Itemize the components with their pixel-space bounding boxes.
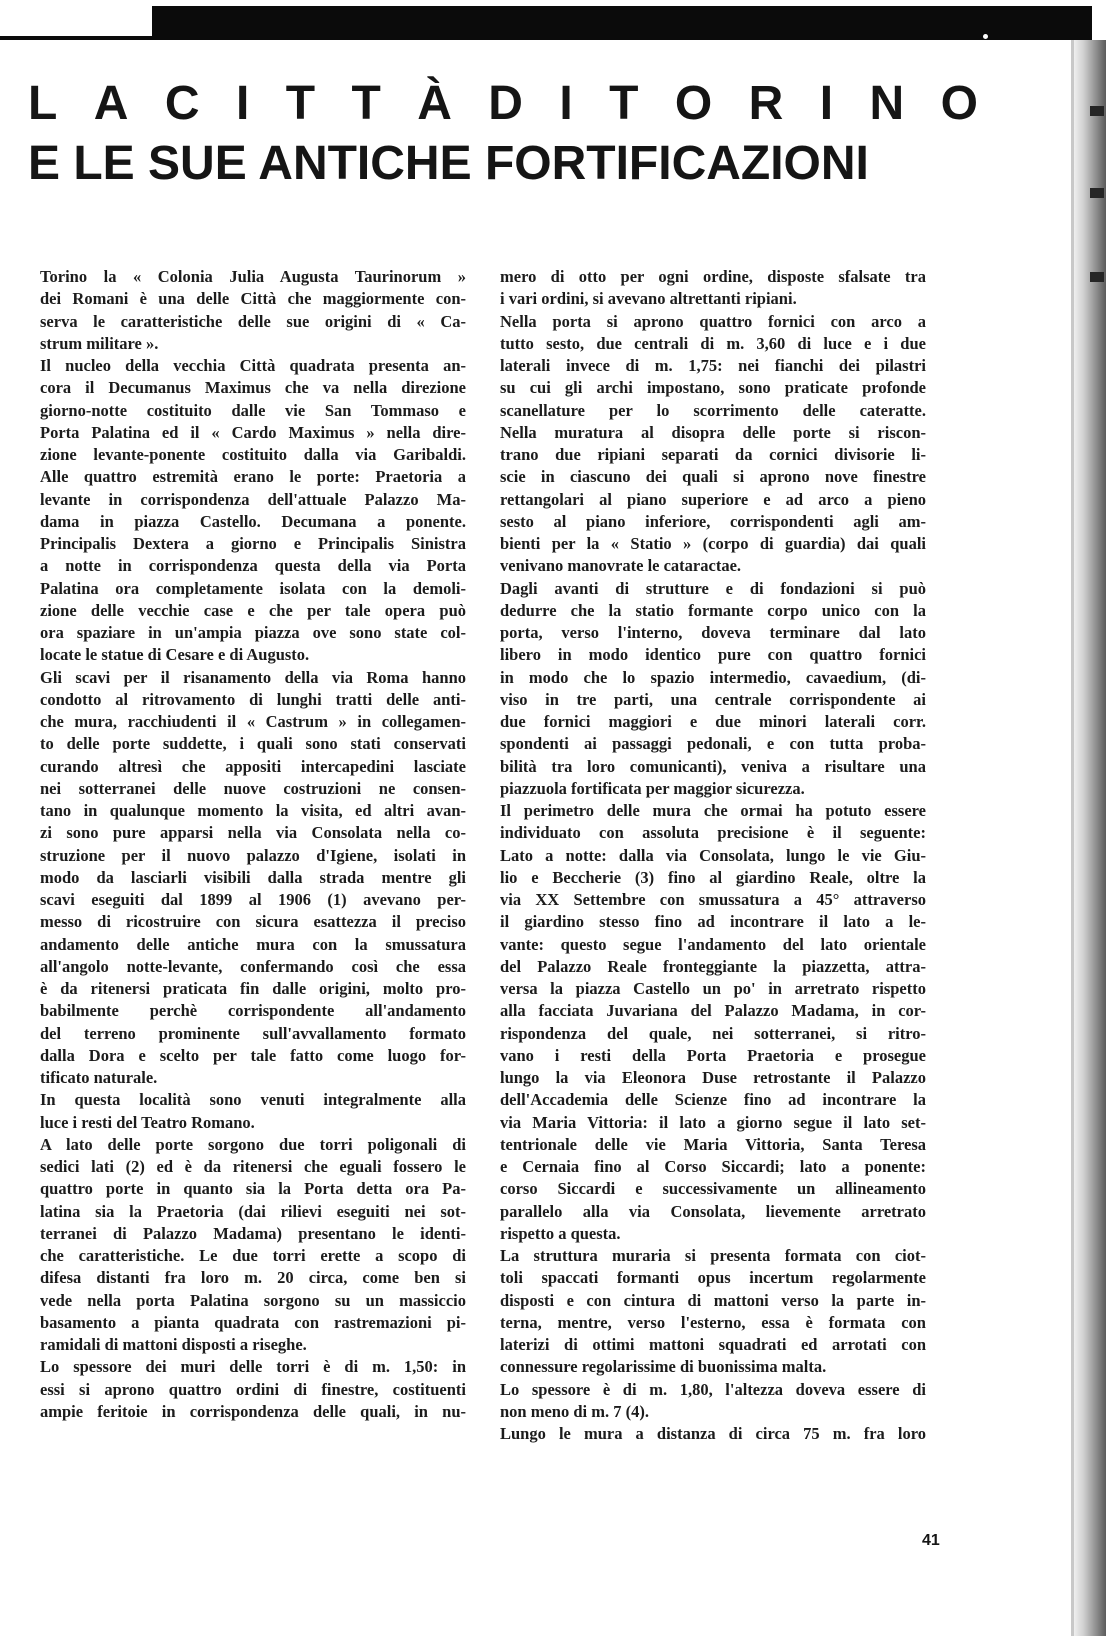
page-binding-shadow <box>1074 40 1106 1636</box>
text-line: bilità tra loro comunicanti), veniva a risultare una <box>500 756 926 776</box>
text-line: parallelo alla via Consolata, lievemente arretrato <box>500 1201 926 1221</box>
text-line: tutto sesto, due centrali di m. 3,60 di luce e i due <box>500 333 926 353</box>
text-line: connessure regolarissime di buonissima malta. <box>500 1357 827 1377</box>
text-line: zione delle vecchie case e che per tale opera può <box>40 600 466 620</box>
text-line: rispetto a questa. <box>500 1223 621 1243</box>
text-line: ampie feritoie in corrispondenza delle quali, in nu- <box>40 1401 466 1421</box>
text-line: tificato naturale. <box>40 1068 158 1087</box>
text-line: lungo la via Eleonora Duse retrostante il Palazzo <box>500 1068 926 1087</box>
text-line: disposti e con cintura di mattoni verso la parte in- <box>500 1290 926 1310</box>
text-line: due fornici maggiori e due minori laterali corr. <box>500 712 926 731</box>
text-line: vante: questo segue l'andamento del lato orientale <box>500 934 926 954</box>
title-line-1 <box>28 76 978 132</box>
text-line: essi si aprono quattro ordini di finestre, costituenti <box>40 1379 466 1399</box>
text-line: In questa località sono venuti integralmente alla <box>40 1090 466 1110</box>
text-line: terranei di Palazzo Madama) presentano le identi- <box>40 1223 466 1243</box>
text-line: babilmente perchè corrispondente all'andamento <box>40 1001 466 1021</box>
text-line: scavi eseguiti dal 1899 al 1906 (1) avevano per- <box>40 890 466 909</box>
text-line: versa la piazza Castello un po' in arretrato rispetto <box>500 979 926 998</box>
binding-mark <box>1090 106 1104 116</box>
text-line: Lato a notte: dalla via Consolata, lungo le vie Giu- <box>500 845 926 865</box>
text-line: sedici lati (2) ed è da ritenersi che eguali fossero le <box>40 1157 466 1176</box>
text-line: levante in corrispondenza dell'attuale Palazzo Ma- <box>40 489 466 509</box>
text-line: piazzuola fortificata per maggior sicurezza. <box>500 778 805 798</box>
title-letter: R <box>748 77 784 130</box>
title-letter: O <box>674 77 713 130</box>
text-line: zione levante-ponente costituito dalla via Garibaldi. <box>40 445 466 464</box>
text-line: viso in tre parti, una centrale corrispondente ai <box>500 689 926 709</box>
text-line: del Palazzo Reale fronteggiante la piazzetta, attra- <box>500 956 926 976</box>
text-line: Il nucleo della vecchia Città quadrata presenta an- <box>40 356 466 375</box>
text-line: Lo spessore dei muri delle torri è di m. 1,50: in <box>40 1357 466 1377</box>
text-line: luce i resti del Teatro Romano. <box>40 1112 255 1132</box>
text-line: Lungo le mura a distanza di circa 75 m. fra loro <box>500 1424 926 1443</box>
text-line: serva le caratteristiche delle sue origini di « Ca- <box>40 311 466 331</box>
text-line: modo da lasciarli visibili dalla strada mentre gli <box>40 867 466 887</box>
text-line: dei Romani è una delle Città che maggiormente con- <box>40 289 466 309</box>
title-letter: I <box>559 77 573 130</box>
text-line: terna, mentre, verso l'esterno, essa è formata con <box>500 1312 926 1332</box>
text-line: ramidali di mattoni disposti a riseghe. <box>40 1335 307 1354</box>
text-line: alla facciata Juvariana del Palazzo Madama, in cor- <box>500 1001 926 1021</box>
text-line: giorno-notte costituito dalle vie San Tommaso e <box>40 400 466 420</box>
top-thin-rule <box>0 36 160 40</box>
text-line: andamento delle antiche mura con la smussatura <box>40 934 466 954</box>
title-letter: C <box>164 77 200 130</box>
text-line: trano due ripiani separati da cornici divisorie li- <box>500 445 926 464</box>
header-dot <box>983 34 988 39</box>
text-line: laterali invece di m. 1,75: nei fianchi dei pilastri <box>500 356 926 375</box>
text-line: Porta Palatina ed il « Cardo Maximus » nella dire- <box>40 422 466 442</box>
text-line: via Maria Vittoria: il lato a giorno segue il lato set- <box>500 1112 926 1132</box>
text-line: tano in qualunque momento la visita, ed altri avan- <box>40 801 466 820</box>
title-letter: A <box>93 77 129 130</box>
text-line: Il perimetro delle mura che ormai ha potuto essere <box>500 801 926 820</box>
text-line: basamento a pianta quadrata con rastremazioni pi- <box>40 1312 466 1332</box>
text-line: strum militare ». <box>40 333 159 353</box>
binding-mark <box>1090 272 1104 282</box>
title-letter: I <box>819 77 834 130</box>
text-line: quattro porte in quanto sia la Porta detta ora Pa- <box>40 1179 466 1199</box>
title-letter: L <box>28 77 58 130</box>
text-line: Principalis Dextera a giorno e Principalis Sinistra <box>40 534 466 553</box>
text-line: Lo spessore è di m. 1,80, l'altezza doveva essere di <box>500 1379 926 1399</box>
text-line: nei sotterranei delle nuove costruzioni ne consen- <box>40 778 466 798</box>
text-line: che mura, racchiudenti il « Castrum » in collegamen- <box>40 712 466 731</box>
title-letter: T <box>351 77 381 130</box>
text-line: porta, verso l'interno, doveva terminare dal lato <box>500 623 926 642</box>
text-line: Palatina ora completamente isolata con la demoli- <box>40 578 466 598</box>
text-line: e Cernaia fino al Corso Siccardi; lato a ponente: <box>500 1157 926 1176</box>
text-line: il giardino stesso fino ad incontrare il lato a le- <box>500 912 926 932</box>
title-letter: À <box>417 77 452 130</box>
text-line: struzione per il nuovo palazzo d'Igiene, isolati in <box>40 845 466 865</box>
text-line: su cui gli archi impostano, sono praticate profonde <box>500 378 926 398</box>
text-line: condotto al ritrovamento di lunghi tratti delle anti- <box>40 689 466 709</box>
text-line: ora spaziare in un'ampia piazza ove sono state col- <box>40 623 466 642</box>
title-letter: N <box>869 77 905 130</box>
title-letter: T <box>609 77 639 130</box>
text-line: venivano manovrate le cataractae. <box>500 556 742 576</box>
text-line: è da ritenersi praticata fin dalle origini, molto pro- <box>40 979 466 998</box>
title-letter: O <box>940 77 978 130</box>
text-line: A lato delle porte sorgono due torri poligonali di <box>40 1134 466 1154</box>
text-line: dell'Accademia delle Scienze fino ad incontrare la <box>500 1090 926 1110</box>
text-line: spondenti ai passaggi pedonali, e con tutta proba- <box>500 734 926 754</box>
text-line: a notte in corrispondenza questa della via Porta <box>40 556 466 576</box>
text-line: latina sia la Praetoria (dai rilievi eseguiti nei sot- <box>40 1201 466 1221</box>
text-line: zi sono pure apparsi nella via Consolata nella co- <box>40 823 466 843</box>
title-letter: I <box>235 77 250 130</box>
text-line: del terreno prominente sull'avvallamento formato <box>40 1023 466 1043</box>
text-line: i vari ordini, si avevano altrettanti ripiani. <box>500 289 797 309</box>
text-line: Nella muratura al disopra delle porte si riscon- <box>500 422 926 442</box>
text-line: scanellature per lo scorrimento delle cateratte. <box>500 400 926 420</box>
text-line: Alle quattro estremità erano le porte: Praetoria a <box>40 467 466 487</box>
text-line: libero in modo identico pure con quattro fornici <box>500 645 926 665</box>
text-line: dalla Dora e scelto per tale fatto come luogo for- <box>40 1045 466 1065</box>
text-line: difesa distanti fra loro m. 20 circa, come ben si <box>40 1268 466 1288</box>
text-line: Dagli avanti di strutture e di fondazioni si può <box>500 578 926 598</box>
text-line: bienti per la « Statio » (corpo di guardia) dai quali <box>500 534 926 553</box>
article-column-left <box>40 266 466 1423</box>
page-number: 41 <box>922 1532 940 1549</box>
text-line: messo di ricostruire con sicura esattezza il preciso <box>40 912 466 932</box>
text-line: mero di otto per ogni ordine, disposte sfalsate tra <box>500 267 926 286</box>
text-line: toli spaccati formanti opus incertum regolarmente <box>500 1268 926 1288</box>
text-line: tentrionale delle vie Maria Vittoria, Santa Teresa <box>500 1134 926 1154</box>
text-line: all'angolo notte-levante, confermando così che essa <box>40 956 466 976</box>
text-line: individuato con assoluta precisione è il seguente: <box>500 823 926 843</box>
article-column-right <box>500 266 926 1445</box>
text-line: sesto al piano inferiore, corrispondenti agli am- <box>500 511 926 531</box>
text-line: dedurre che la statio formante corpo unico con la <box>500 600 926 620</box>
title-letter: D <box>488 77 523 130</box>
text-line: che caratteristiche. Le due torri erette a scopo di <box>40 1246 466 1265</box>
title-letter: T <box>285 77 316 130</box>
text-line: cora il Decumanus Maximus che va nella direzione <box>40 378 466 398</box>
text-line: non meno di m. 7 (4). <box>500 1401 649 1421</box>
text-line: curando altresì che appositi intercapedini lasciate <box>40 756 466 776</box>
text-line: locate le statue di Cesare e di Augusto. <box>40 645 310 665</box>
text-line: corso Siccardi e successivamente un allineamento <box>500 1179 926 1199</box>
text-line: rispondenza del quale, nei sotterranei, si ritro- <box>500 1023 926 1043</box>
text-line: lio e Beccherie (3) fino al giardino Reale, oltre la <box>500 867 926 887</box>
text-line: Torino la « Colonia Julia Augusta Taurinorum » <box>40 267 466 286</box>
text-line: vano i resti della Porta Praetoria e prosegue <box>500 1045 926 1065</box>
text-line: La struttura muraria si presenta formata con ciot- <box>500 1246 926 1265</box>
text-line: rettangolari al piano superiore e ad arco a pieno <box>500 489 926 509</box>
text-line: scie in ciascuno dei quali si aprono nove finestre <box>500 467 926 487</box>
text-line: Gli scavi per il risanamento della via Roma hanno <box>40 667 466 687</box>
text-line: vede nella porta Palatina sorgono su un massiccio <box>40 1290 466 1310</box>
binding-mark <box>1090 188 1104 198</box>
text-line: via XX Settembre con smussatura a 45° attraverso <box>500 890 926 909</box>
text-line: laterizi di ottimi mattoni squadrati ed arrotati con <box>500 1335 926 1354</box>
text-line: Nella porta si aprono quattro fornici con arco a <box>500 311 926 331</box>
text-line: to delle porte suddette, i quali sono stati conservati <box>40 734 466 754</box>
title-line-2: E LE SUE ANTICHE FORTIFICAZIONI <box>28 137 869 190</box>
top-black-rule <box>152 6 1092 40</box>
text-line: dama in piazza Castello. Decumana a ponente. <box>40 511 466 531</box>
text-line: in modo che lo spazio intermedio, cavaedium, (di- <box>500 667 926 687</box>
